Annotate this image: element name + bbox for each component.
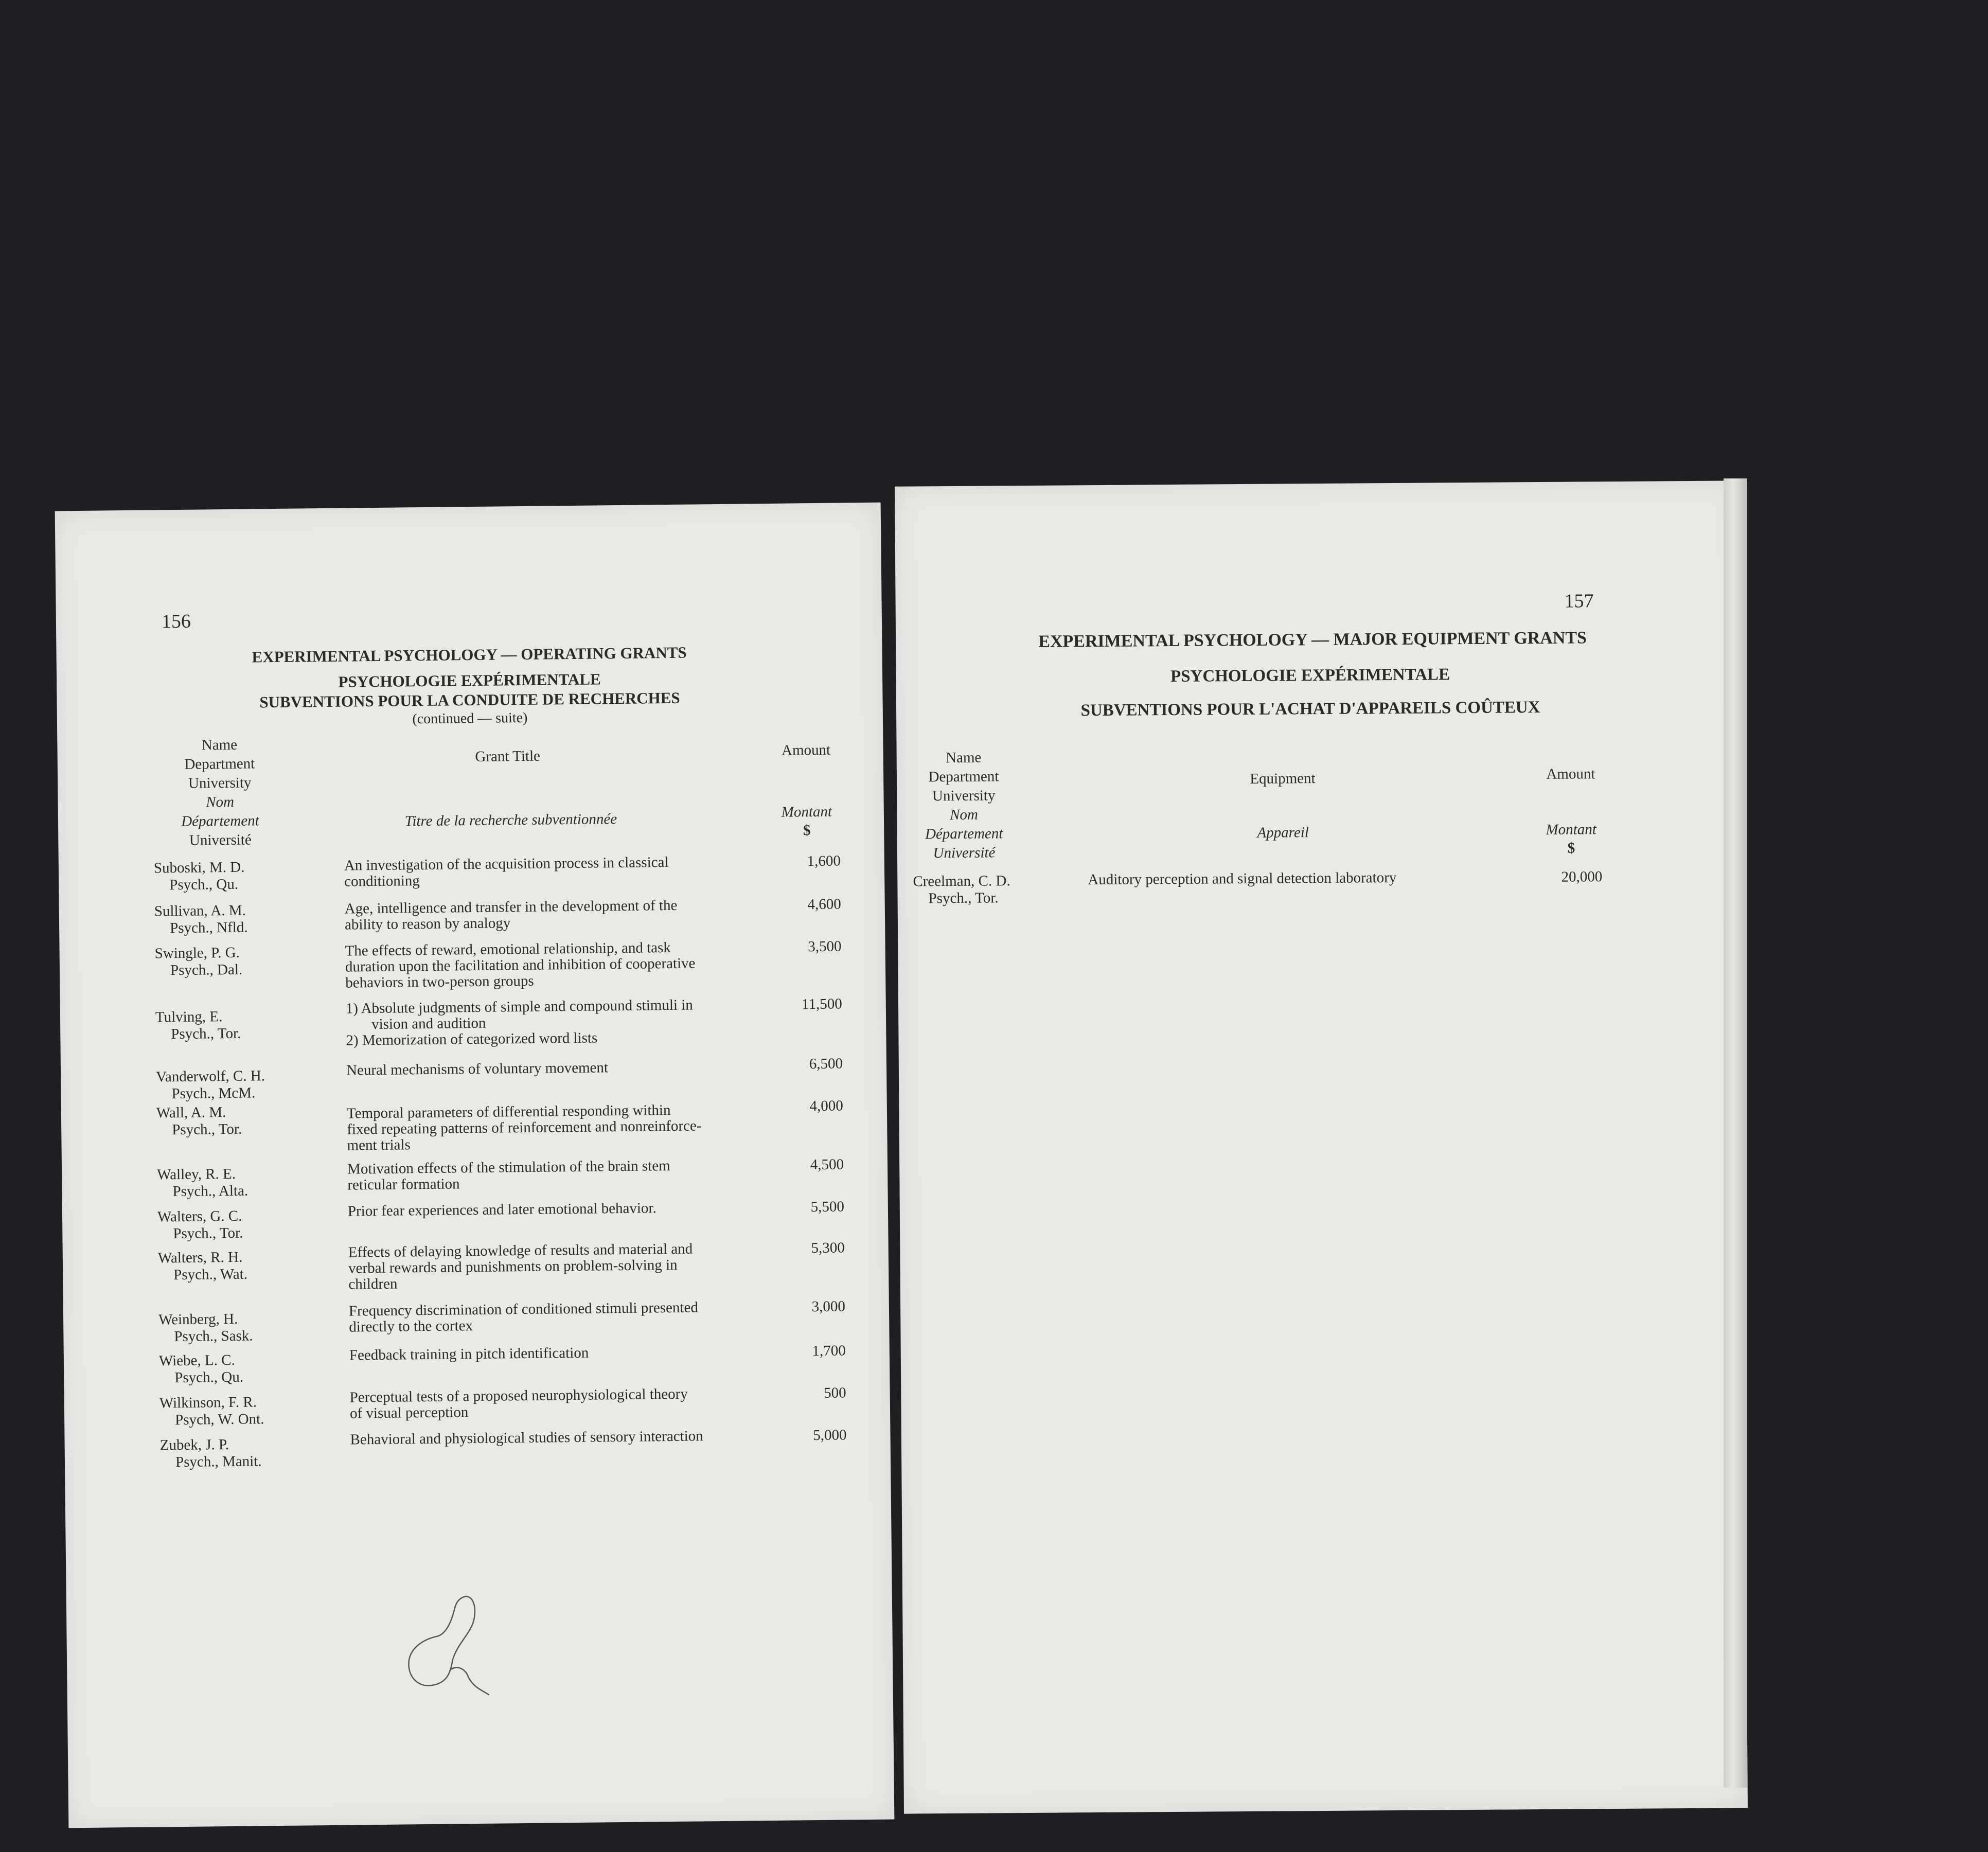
grant-title: [347, 1101, 779, 1154]
grant-title-line: The effects of reward, emotional relationship, and task: [345, 939, 671, 959]
table-row: [59, 896, 885, 937]
continued-note: (continued — suite): [412, 709, 528, 727]
applicant: [159, 1352, 243, 1387]
applicant: [156, 1104, 242, 1139]
grant-amount: 1,600: [807, 852, 841, 870]
grant-title-line: vision and audition: [371, 1014, 486, 1033]
grant-title-line: fixed repeating patterns of reinforcement and nonreinforce-: [347, 1117, 702, 1138]
applicant: [158, 1249, 247, 1284]
page-subtitle-fr: SUBVENTIONS POUR LA CONDUITE DE RECHERCHES: [259, 688, 680, 711]
page-subtitle-fr: SUBVENTIONS POUR L'ACHAT D'APPAREILS COÛTEUX: [1080, 698, 1540, 720]
header-departement: Département: [925, 825, 1003, 843]
applicant-dept: Psych., Tor.: [173, 1224, 243, 1242]
grant-title-line: Motivation effects of the stimulation of the brain stem: [347, 1158, 670, 1178]
book-page-edge: [1724, 478, 1747, 1788]
name-column-header: [155, 735, 285, 851]
grant-amount: 4,000: [809, 1097, 843, 1115]
page-title-fr: PSYCHOLOGIE EXPÉRIMENTALE: [1170, 665, 1450, 686]
table-row: [897, 867, 1741, 907]
applicant-dept: Psych., Dal.: [170, 961, 243, 979]
name-column-header: [912, 748, 1016, 863]
page-number: 157: [1564, 590, 1594, 612]
applicant: [156, 1067, 265, 1102]
applicant-dept: Psych., McM.: [171, 1084, 256, 1102]
currency-header: $: [803, 822, 811, 839]
applicant-dept: Psych., Tor.: [171, 1025, 241, 1043]
applicant-dept: Psych., Nfld.: [169, 919, 248, 937]
grant-title-line: Temporal parameters of differential responding within: [346, 1102, 671, 1122]
table-row: [59, 938, 885, 991]
grant-title-line: An investigation of the acquisition process in classical: [344, 854, 669, 874]
grant-title: [350, 1428, 792, 1448]
grant-title-line: ment trials: [347, 1136, 411, 1154]
grant-title-line: 1) Absolute judgments of simple and compound stimuli in: [345, 996, 693, 1017]
applicant-dept: Psych., Qu.: [169, 876, 239, 894]
grant-title-line: ability to reason by analogy: [344, 915, 511, 933]
grant-title-line: 2) Memorization of categorized word lists: [346, 1029, 598, 1049]
applicant-name: Walters, G. C.: [157, 1207, 242, 1225]
applicant-dept: Psych., Tor.: [172, 1120, 242, 1138]
applicant: [159, 1394, 264, 1429]
equipment-amount: 20,000: [1561, 868, 1603, 885]
grant-title: [349, 1299, 782, 1335]
grant-title-line: Perceptual tests of a proposed neurophysiological theory: [349, 1385, 688, 1406]
table-row: [59, 852, 884, 894]
applicant-name: Tulving, E.: [155, 1008, 223, 1026]
grant-amount: 500: [824, 1384, 846, 1401]
applicant: [160, 1436, 262, 1471]
grant-amount: 11,500: [801, 995, 842, 1013]
applicant-name: Creelman, C. D.: [913, 872, 1010, 890]
applicant-name: Walley, R. E.: [156, 1165, 236, 1183]
amount-header-fr: Montant: [1546, 821, 1596, 838]
table-row: [60, 995, 886, 1049]
grant-title: [346, 996, 778, 1049]
page-title-fr: PSYCHOLOGIE EXPÉRIMENTALE: [338, 670, 601, 691]
grant-amount: 3,500: [808, 938, 842, 955]
grant-title: [348, 1199, 780, 1220]
left-page: [55, 503, 895, 1828]
grant-amount: 6,500: [809, 1055, 843, 1073]
applicant: [154, 902, 248, 937]
grant-title-line: Behavioral and physiological studies of sensory interaction: [350, 1428, 703, 1448]
grant-title-header-fr: Titre de la recherche subventionnée: [404, 811, 617, 830]
header-department: Department: [184, 755, 255, 773]
grant-title-line: verbal rewards and punishments on problem-solving in: [348, 1256, 678, 1277]
grant-title-line: Age, intelligence and transfer in the development of the: [344, 897, 678, 917]
applicant-dept: Psych., Alta.: [172, 1182, 248, 1200]
grant-title: [349, 1343, 782, 1364]
grant-title-line: directly to the cortex: [349, 1317, 473, 1335]
header-nom: Nom: [949, 806, 978, 824]
grant-title-line: Neural mechanisms of voluntary movement: [346, 1059, 609, 1079]
applicant-dept: Psych., Tor.: [928, 889, 999, 907]
equipment-header: Equipment: [1250, 770, 1316, 787]
grant-amount: 5,000: [813, 1427, 847, 1444]
grant-title: [346, 1058, 778, 1079]
right-page: [895, 480, 1748, 1813]
applicant-name: Zubek, J. P.: [159, 1436, 229, 1454]
header-departement: Département: [181, 812, 259, 830]
header-nom: Nom: [206, 793, 235, 811]
applicant-name: Wilkinson, F. R.: [159, 1394, 257, 1412]
applicant-name: Walters, R. H.: [157, 1249, 243, 1267]
header-universite: Université: [933, 844, 996, 862]
applicant-name: Wiebe, L. C.: [158, 1351, 235, 1369]
applicant-name: Suboski, M. D.: [153, 859, 245, 877]
grant-title: [345, 897, 777, 933]
applicant-dept: Psych., Manit.: [175, 1453, 262, 1471]
grant-title-line: duration upon the facilitation and inhibition of cooperative: [345, 955, 696, 975]
currency-header: $: [1567, 840, 1575, 857]
grant-title-line: Feedback training in pitch identification: [349, 1344, 589, 1364]
grant-title-line: children: [348, 1275, 398, 1293]
header-universite: Université: [189, 831, 252, 849]
page-number: 156: [161, 610, 191, 633]
grant-amount: 5,300: [811, 1239, 845, 1257]
grant-amount: 1,700: [812, 1342, 846, 1360]
header-name: Name: [201, 736, 238, 754]
grant-amount: 5,500: [810, 1198, 845, 1216]
pencil-doodle: [396, 1587, 510, 1706]
grant-title-line: Frequency discrimination of conditioned stimuli presented: [348, 1299, 699, 1320]
applicant: [913, 872, 1010, 907]
applicant-dept: Psych, W. Ont.: [174, 1411, 264, 1429]
header-department: Department: [928, 768, 999, 786]
applicant: [154, 859, 245, 894]
grant-title-line: Prior fear experiences and later emotional behavior.: [347, 1200, 656, 1220]
applicant-dept: Psych., Wat.: [173, 1266, 248, 1284]
applicant: [157, 1208, 243, 1243]
grant-amount: 4,600: [807, 896, 841, 913]
header-name: Name: [945, 749, 982, 767]
applicant-name: Wall, A. M.: [156, 1104, 226, 1121]
table-row: [63, 1298, 889, 1345]
amount-header-fr: Montant: [781, 803, 832, 821]
applicant: [158, 1311, 253, 1346]
table-row: [61, 1055, 886, 1102]
grant-title-line: reticular formation: [347, 1176, 460, 1194]
equipment-title: Auditory perception and signal detection laboratory: [1088, 869, 1397, 888]
applicant: [157, 1166, 248, 1201]
grant-amount: 3,000: [811, 1298, 846, 1315]
grant-title: [347, 1157, 780, 1194]
grant-title: [345, 939, 777, 991]
applicant-name: Sullivan, A. M.: [154, 902, 246, 920]
grant-title-line: conditioning: [344, 872, 420, 890]
grant-title-line: behaviors in two-person groups: [345, 972, 534, 991]
grant-title-header: Grant Title: [475, 747, 541, 765]
applicant-name: Weinberg, H.: [158, 1310, 238, 1328]
grant-title-line: of visual perception: [349, 1404, 469, 1422]
applicant: [154, 945, 242, 980]
grant-title: [344, 853, 777, 890]
amount-header: Amount: [1546, 765, 1595, 782]
grant-amount: 4,500: [810, 1156, 844, 1173]
amount-header: Amount: [781, 741, 831, 759]
page-title: EXPERIMENTAL PSYCHOLOGY — OPERATING GRANTS: [252, 643, 687, 666]
equipment-header-fr: Appareil: [1257, 824, 1309, 841]
applicant-dept: Psych., Qu.: [174, 1368, 244, 1386]
table-row: [62, 1156, 887, 1200]
applicant-name: Swingle, P. G.: [154, 944, 240, 962]
header-university: University: [188, 774, 252, 792]
grant-title: [350, 1385, 783, 1422]
applicant-name: Vanderwolf, C. H.: [156, 1067, 265, 1085]
grant-title-line: Effects of delaying knowledge of results and material and: [348, 1240, 693, 1261]
grant-title: [348, 1240, 781, 1293]
page-title: EXPERIMENTAL PSYCHOLOGY — MAJOR EQUIPMENT GRANTS: [1038, 628, 1587, 651]
applicant: [155, 1008, 241, 1043]
header-university: University: [932, 787, 996, 805]
applicant-dept: Psych., Sask.: [174, 1327, 253, 1345]
